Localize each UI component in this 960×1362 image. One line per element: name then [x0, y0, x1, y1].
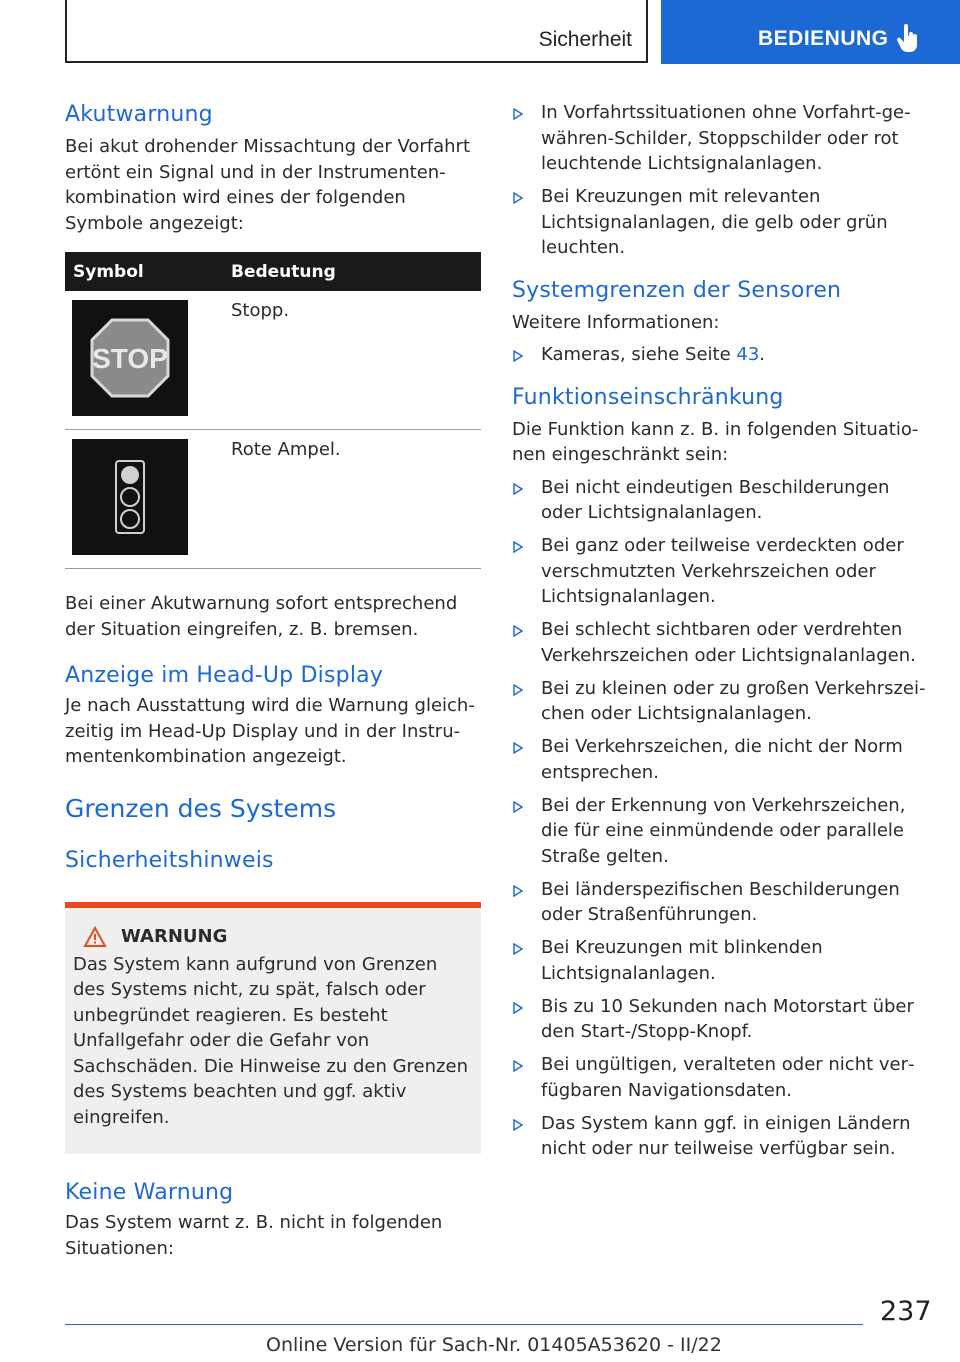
- bullet-triangle-icon: [513, 801, 523, 813]
- traffic-light-icon: [72, 439, 188, 555]
- bullet-triangle-icon: [513, 1119, 523, 1131]
- page-link[interactable]: 43: [736, 344, 760, 365]
- list-item: [512, 184, 928, 261]
- list-item: [512, 342, 928, 368]
- list-item-text: Bei Kreuzungen mit relevanten Lichtsignalanlagen, die gelb oder grün leuchten.: [541, 186, 888, 258]
- table-row: [65, 291, 481, 430]
- bullet-triangle-icon: [513, 885, 523, 897]
- table-cell-meaning: Stopp.: [231, 291, 481, 430]
- table-cell-meaning: Rote Ampel.: [231, 430, 481, 569]
- restriction-heading: Funktionseinschränkung: [512, 384, 784, 410]
- no-warning-heading: Keine Warnung: [65, 1180, 234, 1205]
- list-item: [512, 734, 928, 785]
- bullet-triangle-icon: [513, 541, 523, 553]
- stop-sign-icon: [72, 300, 188, 416]
- table-cell-symbol: [65, 430, 231, 569]
- hud-heading: Anzeige im Head-Up Display: [65, 663, 384, 688]
- list-item-text: Bis zu 10 Sekunden nach Motorstart über den Start-/Stopp-Knopf.: [541, 995, 914, 1042]
- bullet-triangle-icon: [513, 1060, 523, 1072]
- sensors-heading: Systemgrenzen der Sensoren: [512, 277, 842, 303]
- bullet-triangle-icon: [513, 742, 523, 754]
- no-warning-list: [512, 100, 928, 261]
- right-column: [512, 100, 928, 1169]
- bullet-triangle-icon: [513, 108, 523, 120]
- bullet-triangle-icon: [513, 350, 523, 362]
- safety-heading: Sicherheitshinweis: [65, 847, 274, 873]
- list-item-text: Bei ungültigen, veralteten oder nicht verfügbaren Navigationsdaten.: [541, 1054, 915, 1101]
- warning-label: WARNUNG: [121, 926, 228, 947]
- footer-version: Online Version für Sach-Nr. 01405A53620 - II/22: [266, 1334, 722, 1356]
- list-item: [512, 533, 928, 610]
- table-header-row: [65, 252, 481, 291]
- list-item-text: Bei ganz oder teilweise verdeckten oder verschmutzten Verkehrszeichen oder Lichtsignalanlagen.: [541, 535, 904, 607]
- stop-sign-text: STOP: [92, 343, 168, 374]
- page-number: 237: [880, 1296, 932, 1327]
- bullet-triangle-icon: [513, 1002, 523, 1014]
- list-item-text: Bei Verkehrszeichen, die nicht der Norm entsprechen.: [541, 736, 903, 783]
- warning-text: Das System kann aufgrund von Grenzen des Systems nicht, zu spät, falsch oder unbegründet reagieren. Es besteht Unfallgefahr oder die Gefahr von Sachschäden. Die Hinweise zu den Grenzen des Systems beachten und ggf. aktiv eingreifen.: [73, 953, 468, 1128]
- limits-heading: Grenzen des Systems: [65, 793, 337, 823]
- list-item: [512, 475, 928, 526]
- section-tab: [65, 0, 648, 63]
- list-item: [512, 877, 928, 928]
- table-row: [65, 430, 481, 569]
- bullet-triangle-icon: [513, 625, 523, 637]
- list-item: [512, 1052, 928, 1103]
- list-item: [512, 676, 928, 727]
- no-warning-text: Das System warnt z. B. nicht in folgenden Situationen:: [65, 1212, 443, 1259]
- table-header-meaning: Bedeutung: [231, 252, 481, 291]
- list-item-text: In Vorfahrtssituationen ohne Vorfahrt-gewähren-Schilder, Stoppschilder oder rot leuchtende Lichtsignalanlagen.: [541, 102, 911, 174]
- symbol-table: [65, 252, 481, 569]
- list-item-text: Bei der Erkennung von Verkehrszeichen, die für eine einmündende oder parallele Straße gelten.: [541, 794, 906, 867]
- list-item: [512, 100, 928, 177]
- list-item: [512, 994, 928, 1045]
- list-item-text: Bei länderspezifischen Beschilderungen oder Straßenführungen.: [541, 878, 900, 925]
- sensors-list: [512, 342, 928, 368]
- list-item: [512, 1111, 928, 1162]
- left-column: [65, 100, 481, 1261]
- akutwarnung-heading: Akutwarnung: [65, 102, 213, 127]
- list-item: [512, 617, 928, 668]
- list-item: [512, 793, 928, 870]
- restriction-intro: Die Funktion kann z. B. in folgenden Situationen eingeschränkt sein:: [512, 418, 919, 465]
- restriction-list: [512, 475, 928, 1162]
- list-item-text: Bei Kreuzungen mit blinkenden Lichtsignalanlagen.: [541, 937, 823, 984]
- table-cell-symbol: [65, 291, 231, 430]
- table-header-symbol: Symbol: [65, 252, 231, 291]
- sensors-intro: Weitere Informationen:: [512, 311, 720, 333]
- warning-triangle-icon: [83, 926, 107, 948]
- akutwarnung-text: Bei akut drohender Missachtung der Vorfahrt ertönt ein Signal und in der Instrumentenkombination wird eines der folgenden Symbole angezeigt:: [65, 136, 471, 234]
- list-item-text: Bei zu kleinen oder zu großen Verkehrszeichen oder Lichtsignalanlagen.: [541, 677, 926, 724]
- akutwarnung-instruction: Bei einer Akutwarnung sofort entsprechend der Situation eingreifen, z. B. bremsen.: [65, 593, 458, 640]
- footer-divider: [65, 1324, 863, 1325]
- bullet-triangle-icon: [513, 943, 523, 955]
- hand-pointer-icon: [896, 24, 920, 54]
- warning-box: [65, 902, 481, 1155]
- bullet-triangle-icon: [513, 192, 523, 204]
- list-item-text: Bei schlecht sichtbaren oder verdrehten Verkehrszeichen oder Lichtsignalanlagen.: [541, 619, 916, 666]
- chapter-title: BEDIENUNG: [758, 27, 889, 50]
- page-header: [0, 0, 960, 66]
- list-item-text: Kameras, siehe Seite: [541, 344, 737, 365]
- bullet-triangle-icon: [513, 483, 523, 495]
- bullet-triangle-icon: [513, 684, 523, 696]
- chapter-tab: [661, 0, 960, 64]
- list-item-end: .: [759, 344, 766, 365]
- hud-text: Je nach Ausstattung wird die Warnung gleichzeitig im Head-Up Display und in der Instrumentenkombination angezeigt.: [65, 695, 475, 767]
- list-item: [512, 935, 928, 986]
- section-title: Sicherheit: [538, 28, 632, 51]
- list-item-text: Das System kann ggf. in einigen Ländern nicht oder nur teilweise verfügbar sein.: [541, 1112, 911, 1159]
- list-item-text: Bei nicht eindeutigen Beschilderungen oder Lichtsignalanlagen.: [541, 476, 890, 523]
- warning-title: [73, 926, 473, 948]
